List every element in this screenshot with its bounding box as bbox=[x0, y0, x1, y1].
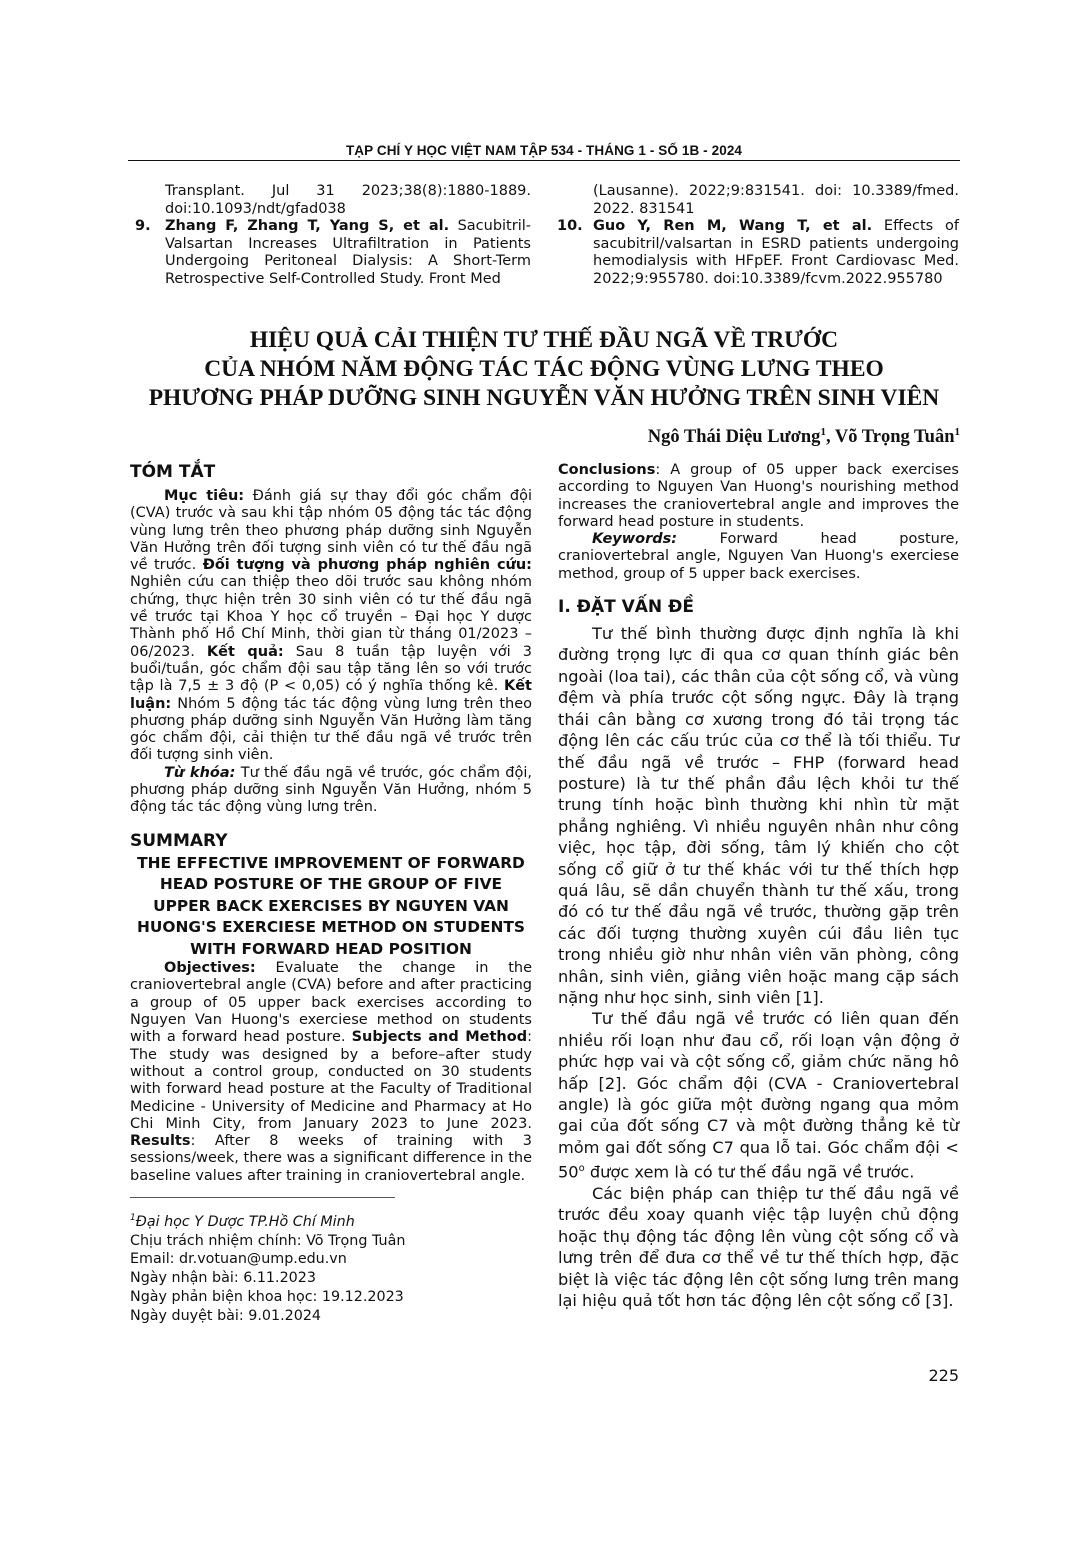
reference-10-text: Effects of sacubitril/valsartan in ESRD patients undergoing hemodialysis with HFpEF. Front Cardiovasc Med. 2022;9:955780. doi:10.3389/fcvm.2022.955780 bbox=[593, 218, 960, 287]
keywords-label: Keywords: bbox=[592, 531, 678, 548]
results-label: Results bbox=[130, 1133, 191, 1150]
author-2-affiliation: 1 bbox=[954, 426, 960, 438]
ket-qua-text: Sau 8 tuần tập luyện với 3 buổi/tuần, góc chẩm đội sau tập tăng lên so với trước tập là 7,5 ± 3 độ (P < 0,05) có ý nghĩa thống kê. bbox=[130, 643, 532, 695]
section-1-heading: I. ĐẶT VẤN ĐỀ bbox=[558, 597, 694, 618]
en-abstract-continued bbox=[558, 462, 959, 531]
reference-10 bbox=[557, 218, 960, 288]
journal-header: TẠP CHÍ Y HỌC VIỆT NAM TẬP 534 - THÁNG 1 - SỐ 1B - 2024 bbox=[345, 143, 743, 158]
ket-luan-label: Kết luận: bbox=[130, 678, 532, 712]
keywords-text: Forward head posture, craniovertebral angle, Nguyen Van Huong's exerciese method, group of 5 upper back exercises. bbox=[558, 531, 959, 582]
objectives-label: Objectives: bbox=[164, 960, 256, 977]
en-abstract-body bbox=[130, 960, 532, 1185]
footnote-received: Ngày nhận bài: 6.11.2023 bbox=[130, 1270, 316, 1287]
header-rule bbox=[128, 160, 960, 161]
right-column bbox=[558, 462, 959, 1311]
degree-mark: o bbox=[578, 1163, 585, 1175]
footnote-affiliation bbox=[130, 1209, 405, 1232]
author-1: Ngô Thái Diệu Lương bbox=[647, 427, 821, 448]
paragraph-2-end: được xem là có tư thế đầu ngã về trước. bbox=[584, 1162, 915, 1182]
title-line-3: PHƯƠNG PHÁP DƯỠNG SINH NGUYỄN VĂN HƯỞNG TRÊN SINH VIÊN bbox=[148, 385, 940, 411]
footnote-email: Email: dr.votuan@ump.edu.vn bbox=[130, 1251, 347, 1268]
conclusions-label: Conclusions bbox=[558, 462, 656, 478]
footnote-rule bbox=[130, 1197, 395, 1198]
ket-luan-text: Nhóm 5 động tác tác động vùng lưng trên theo phương pháp dưỡng sinh Nguyễn Văn Hưởng làm tăng góc chẩm đội, cải thiện tư thế đầu ngã về trước trên đối tượng sinh viên. bbox=[130, 695, 532, 764]
author-separator: , bbox=[825, 427, 835, 448]
author-2: Võ Trọng Tuân bbox=[834, 427, 955, 448]
subjects-text: : The study was designed by a before–after study without a control group, conducted on 30 students with forward head posture at the Faculty of Traditional Medicine - University of Medicine and Pharmacy at Ho Chi Minh City, from January 2023 to June 2023. bbox=[130, 1029, 532, 1132]
ket-qua-label: Kết quả: bbox=[206, 643, 284, 660]
subjects-label: Subjects and Method bbox=[351, 1029, 528, 1046]
muc-tieu-text: Đánh giá sự thay đổi góc chẩm đội (CVA) trước và sau khi tập nhóm 05 động tác tác động vùng lưng trên theo phương pháp dưỡng sinh Nguyễn Văn Hưởng trên đối tượng sinh viên có tư thế đầu ngã về trước. bbox=[130, 488, 532, 574]
author-1-affiliation: 1 bbox=[820, 426, 826, 438]
authors bbox=[648, 426, 960, 448]
footnote-affiliation-mark: 1 bbox=[130, 1213, 136, 1223]
en-article-title: THE EFFECTIVE IMPROVEMENT OF FORWARD HEAD POSTURE OF THE GROUP OF FIVE UPPER BACK EXERCISES BY NGUYEN VAN HUONG'S EXERCIESE METHOD ON STUDENTS WITH FORWARD HEAD POSITION bbox=[137, 853, 525, 958]
footnote-affiliation-text: Đại học Y Dược TP.Hồ Chí Minh bbox=[135, 1213, 355, 1230]
doi-tuong-label: Đối tượng và phương pháp nghiên cứu: bbox=[202, 557, 532, 574]
left-column bbox=[130, 462, 532, 1185]
objectives-text: Evaluate the change in the craniovertebral angle (CVA) before and after practicing a group of 05 upper back exercises according to Nguyen Van Huong's exerciese method on students with a forward head posture. bbox=[130, 960, 532, 1046]
ref-left-line-1: Transplant. Jul 31 2023;38(8):1880-1889. bbox=[165, 183, 531, 199]
section-1-paragraph-1: Tư thế bình thường được định nghĩa là khi đường trọng lực đi qua cơ quan thính giác bên ngoài (loa tai), các thân của cột sống cổ, và vùng đệm và phía trước cột sống ngực. Đây là trạng thái cân bằng cơ xương trong đó tải trọng tác động lên các cấu trúc của cơ thể là tối thiểu. Tư thế đầu ngã về trước – FHP (forward head posture) là tư thế phần đầu lệch khỏi tư thế trung tính hoặc bình thường khi nhìn từ mặt phẳng nghiêng. Vì nhiều nguyên nhân như công việc, học tập, đời sống, tâm lý khiến cho cột sống cổ giữ ở tư thế khác với tư thế thích hợp quá lâu, sẽ dần chuyển thành tư thế xấu, trong đó có tư thế đầu ngã về trước, thường gặp trên các đối tượng thường xuyên cúi đầu liên tục trong nhiều giờ như nhân viên văn phòng, công nhân, sinh viên, giảng viên hoặc mang cặp sách nặng như học sinh, sinh viên [1]. bbox=[558, 624, 959, 1007]
doi-tuong-text: Nghiên cứu can thiệp theo dõi trước sau không nhóm chứng, thực hiện trên 30 sinh viên có tư thế đầu ngã về trước tại Khoa Y học cổ truyền – Đại học Y dược Thành phố Hồ Chí Minh, thời gian từ tháng 01/2023 – 06/2023. bbox=[130, 574, 532, 660]
footnote-reviewed: Ngày phản biện khoa học: 19.12.2023 bbox=[130, 1288, 404, 1305]
tu-khoa-label: Từ khóa: bbox=[164, 764, 236, 781]
section-1-paragraph-3: Các biện pháp can thiệp tư thế đầu ngã về trước đều xoay quanh việc tập luyện chủ động hoặc thụ động tác động lên vùng cột sống cổ và lưng trên để đưa cơ thể về tư thế thích hợp, đặc biệt là việc tác động lên cột sống lưng trên mang lại hiệu quả tốt hơn tác động lên cột sống cổ [3]. bbox=[558, 1184, 959, 1311]
vn-keywords bbox=[130, 765, 532, 817]
reference-9-text: Sacubitril-Valsartan Increases Ultrafiltration in Patients Undergoing Peritoneal Dialysis: A Short-Term Retrospective Self-Controlled Study. Front Med bbox=[165, 218, 531, 287]
conclusions-text: : A group of 05 upper back exercises according to Nguyen Van Huong's nourishing method increases the craniovertebral angle and improves the forward head posture in students. bbox=[558, 462, 959, 530]
title-line-1: HIỆU QUẢ CẢI THIỆN TƯ THẾ ĐẦU NGÃ VỀ TRƯỚC bbox=[249, 327, 839, 353]
reference-9-authors: Zhang F, Zhang T, Yang S, et al. bbox=[165, 218, 450, 234]
results-text: : After 8 weeks of training with 3 sessions/week, there was a significant difference in the baseline values after training in craniovertebral angle. bbox=[130, 1133, 532, 1184]
section-1-paragraph-2 bbox=[558, 1008, 959, 1183]
footnote bbox=[130, 1209, 405, 1326]
muc-tieu-label: Mục tiêu: bbox=[164, 488, 245, 504]
tu-khoa-text: Tư thế đầu ngã về trước, góc chẩm đội, phương pháp dưỡng sinh Nguyễn Văn Hưởng, nhóm 5 động tác tác động vùng lưng trên. bbox=[130, 764, 532, 816]
reference-9-number: 9. bbox=[135, 218, 151, 234]
article-title bbox=[128, 326, 960, 413]
en-keywords bbox=[558, 531, 959, 583]
footnote-responsible: Chịu trách nhiệm chính: Võ Trọng Tuân bbox=[130, 1232, 406, 1249]
paragraph-2-start: Tư thế đầu ngã về trước có liên quan đến nhiều rối loạn như đau cổ, rối loạn vận động ở phức hợp vai và cột sống cổ, giảm chức năng hô hấp [2]. Góc chẩm đội (CVA - Craniovertebral angle) là góc giữa một đường ngang qua mỏm gai của đốt sống C7 và một đường thẳng kẻ từ mỏm gai đốt sống C7 qua lỗ tai. Góc chẩm đội < 50 bbox=[558, 1009, 959, 1182]
reference-9 bbox=[135, 218, 531, 288]
footnote-accepted: Ngày duyệt bài: 9.01.2024 bbox=[130, 1307, 322, 1324]
reference-continuation-right bbox=[593, 183, 959, 218]
title-line-2: CỦA NHÓM NĂM ĐỘNG TÁC TÁC ĐỘNG VÙNG LƯNG THEO bbox=[204, 356, 884, 382]
reference-10-authors: Guo Y, Ren M, Wang T, et al. bbox=[593, 218, 873, 234]
ref-left-line-2: doi:10.1093/ndt/gfad038 bbox=[165, 200, 346, 217]
reference-continuation-left bbox=[165, 183, 531, 218]
ref-right-text: (Lausanne). 2022;9:831541. doi: 10.3389/fmed. 2022. 831541 bbox=[593, 183, 959, 217]
page-number: 225 bbox=[928, 1366, 959, 1385]
vn-abstract-heading: TÓM TẮT bbox=[130, 462, 216, 482]
vn-abstract-body bbox=[130, 488, 532, 765]
reference-10-number: 10. bbox=[557, 218, 583, 234]
en-abstract-heading: SUMMARY bbox=[130, 830, 228, 851]
